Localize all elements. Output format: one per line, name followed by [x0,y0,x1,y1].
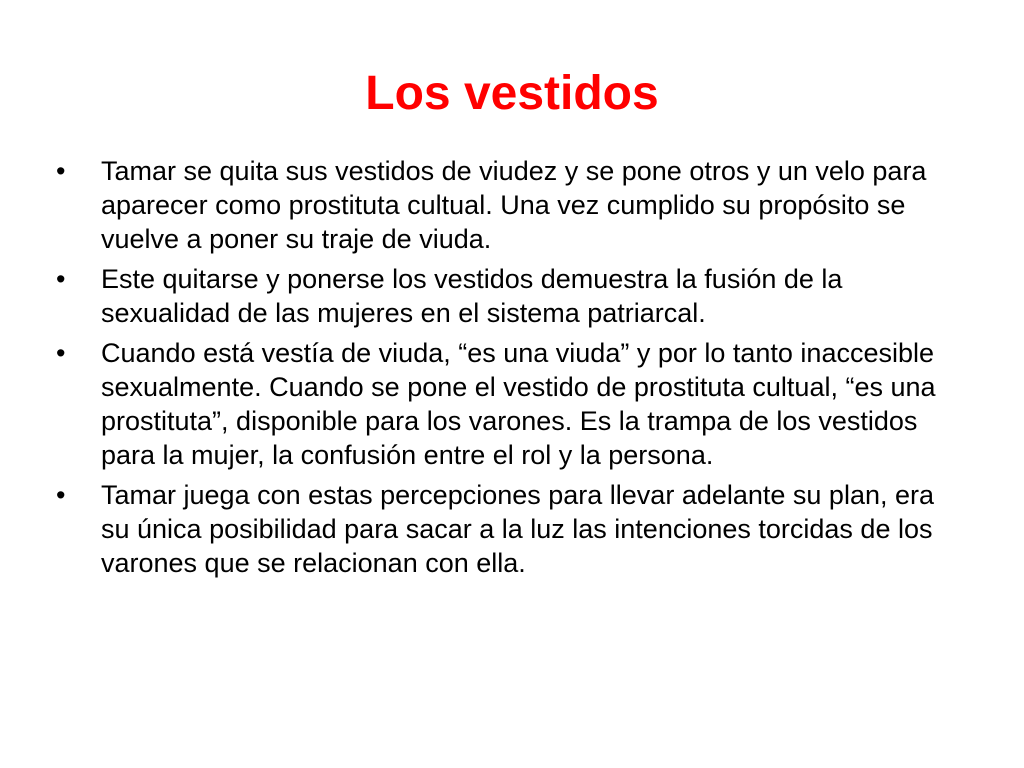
bullet-list [56,154,966,586]
bullet-item [56,336,966,472]
bullet-text: Tamar se quita sus vestidos de viudez y se pone otros y un velo para aparecer como prostituta cultual. Una vez cumplido su propósito se vuelve a poner su traje de viuda. [101,156,927,254]
slide-title: Los vestidos [365,67,659,120]
bullet-marker: • [56,338,66,368]
bullet-item [56,154,966,256]
bullet-text: Este quitarse y ponerse los vestidos demuestra la fusión de la sexualidad de las mujeres en el sistema patriarcal. [101,264,843,328]
bullet-marker: • [56,264,66,294]
bullet-item [56,478,966,580]
bullet-text: Cuando está vestía de viuda, “es una viuda” y por lo tanto inaccesible sexualmente. Cuando se pone el vestido de prostituta cultual, “es una prostituta”, disponible para los varones. Es la trampa de los vestidos para la mujer, la confusión entre el rol y la persona. [101,338,936,470]
bullet-marker: • [56,156,66,186]
bullet-marker: • [56,480,66,510]
bullet-item [56,262,966,330]
bullet-text: Tamar juega con estas percepciones para llevar adelante su plan, era su única posibilidad para sacar a la luz las intenciones torcidas de los varones que se relacionan con ella. [101,480,935,578]
